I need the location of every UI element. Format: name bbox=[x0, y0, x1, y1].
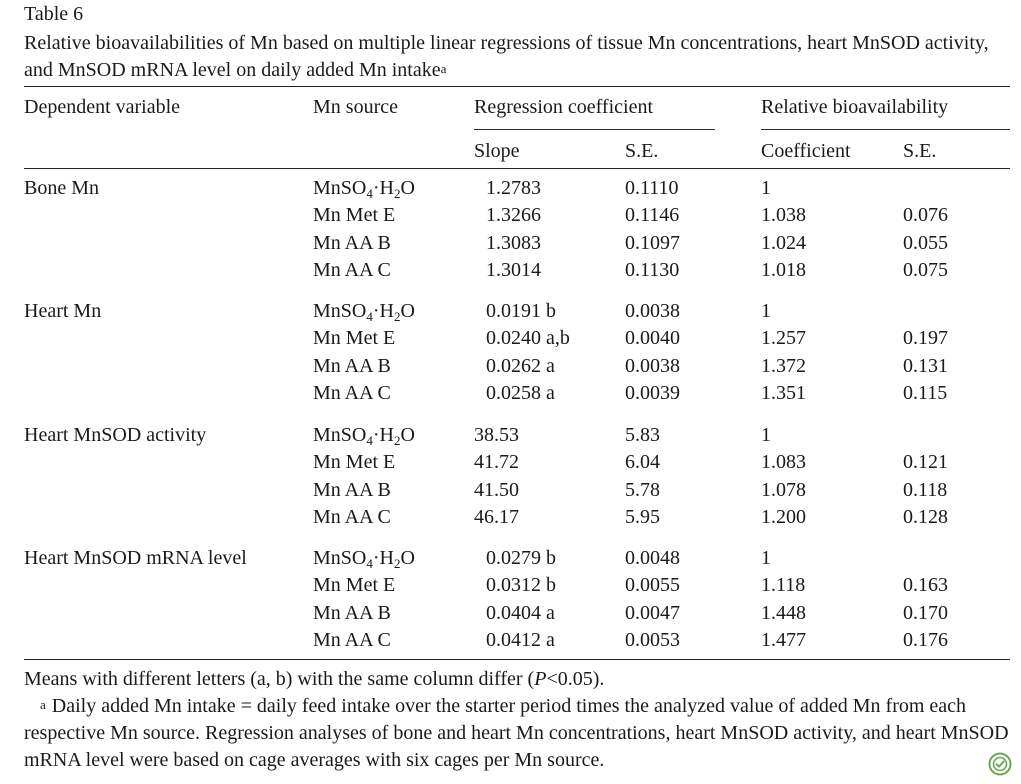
slope-cell: 0.0240 a,b bbox=[486, 327, 570, 349]
mn-source-cell: Mn AA B bbox=[313, 355, 391, 377]
slope-cell: 46.17 bbox=[474, 506, 519, 528]
se-cell: 0.0053 bbox=[625, 629, 680, 651]
header-dependent-variable: Dependent variable bbox=[24, 96, 181, 118]
header-se-bioavailability: S.E. bbox=[903, 140, 937, 162]
mn-source-cell: Mn AA C bbox=[313, 382, 391, 404]
header-se-regression: S.E. bbox=[625, 140, 659, 162]
header-coefficient: Coefficient bbox=[761, 140, 851, 162]
slope-cell: 41.50 bbox=[474, 479, 519, 501]
relative-se-cell: 0.197 bbox=[903, 327, 948, 349]
header-relative-bioavailability: Relative bioavailability bbox=[761, 96, 949, 118]
se-cell: 0.0040 bbox=[625, 327, 680, 349]
relative-se-cell: 0.115 bbox=[903, 382, 948, 404]
se-cell: 0.0039 bbox=[625, 382, 680, 404]
slope-cell: 0.0191 b bbox=[486, 300, 556, 322]
mn-source-cell: $MnSO_4\cdot H_2O$ bbox=[313, 177, 415, 201]
coefficient-cell: 1 bbox=[761, 300, 771, 322]
table-caption bbox=[24, 30, 1014, 84]
mn-source-cell: Mn AA B bbox=[313, 602, 391, 624]
se-cell: 0.1130 bbox=[625, 259, 680, 281]
regression-subrule bbox=[474, 129, 715, 130]
caption-footnote-mark: a bbox=[440, 61, 447, 76]
slope-cell: 1.2783 bbox=[486, 177, 541, 199]
coefficient-cell: 1.083 bbox=[761, 451, 806, 473]
se-cell: 6.04 bbox=[625, 451, 660, 473]
coefficient-cell: 1.257 bbox=[761, 327, 806, 349]
header-bottom-rule bbox=[24, 168, 1010, 169]
relative-se-cell: 0.121 bbox=[903, 451, 948, 473]
mn-source-cell: Mn AA B bbox=[313, 479, 391, 501]
footnote-a-mark: a bbox=[40, 697, 46, 712]
coefficient-cell: 1.372 bbox=[761, 355, 806, 377]
mn-source-cell: Mn Met E bbox=[313, 451, 396, 473]
se-cell: 0.1097 bbox=[625, 232, 680, 254]
coefficient-cell: 1.018 bbox=[761, 259, 806, 281]
mn-source-cell: Mn Met E bbox=[313, 327, 396, 349]
mn-source-cell: Mn AA C bbox=[313, 506, 391, 528]
se-cell: 0.0048 bbox=[625, 547, 680, 569]
coefficient-cell: 1.038 bbox=[761, 204, 806, 226]
header-mn-source: Mn source bbox=[313, 96, 398, 118]
mn-source-cell: Mn AA C bbox=[313, 259, 391, 281]
mn-source-cell: Mn Met E bbox=[313, 574, 396, 596]
se-cell: 0.0055 bbox=[625, 574, 680, 596]
relative-se-cell: 0.055 bbox=[903, 232, 948, 254]
coefficient-cell: 1 bbox=[761, 424, 771, 446]
coefficient-cell: 1.078 bbox=[761, 479, 806, 501]
se-cell: 0.1110 bbox=[625, 177, 679, 199]
mn-source-cell: Mn AA C bbox=[313, 629, 391, 651]
footnote-means-p: P bbox=[534, 668, 547, 690]
coefficient-cell: 1 bbox=[761, 177, 771, 199]
dependent-variable-cell: Heart Mn bbox=[24, 300, 102, 322]
footnote-a-text: Daily added Mn intake = daily feed intake over the starter period times the analyzed value of added Mn from each respective Mn source. Regression analyses of bone and heart Mn concentrations, heart MnSOD activity, and heart MnSOD mRNA level were based on cage averages with six cages per Mn source. bbox=[24, 695, 1009, 771]
top-rule bbox=[24, 86, 1010, 87]
relative-se-cell: 0.075 bbox=[903, 259, 948, 281]
slope-cell: 38.53 bbox=[474, 424, 519, 446]
slope-cell: 41.72 bbox=[474, 451, 519, 473]
se-cell: 0.1146 bbox=[625, 204, 680, 226]
slope-cell: 0.0262 a bbox=[486, 355, 555, 377]
se-cell: 5.78 bbox=[625, 479, 660, 501]
slope-cell: 1.3014 bbox=[486, 259, 541, 281]
bioavailability-subrule bbox=[761, 129, 1010, 130]
header-slope: Slope bbox=[474, 140, 520, 162]
table-label: Table 6 bbox=[24, 3, 84, 25]
footnote-means-after: <0.05). bbox=[546, 668, 605, 690]
footnote-means bbox=[24, 666, 1014, 693]
se-cell: 5.83 bbox=[625, 424, 660, 446]
mn-source-cell: Mn Met E bbox=[313, 204, 396, 226]
coefficient-cell: 1.118 bbox=[761, 574, 806, 596]
se-cell: 0.0038 bbox=[625, 355, 680, 377]
slope-cell: 0.0404 a bbox=[486, 602, 555, 624]
mn-source-cell: $MnSO_4\cdot H_2O$ bbox=[313, 300, 415, 324]
crossmark-icon[interactable] bbox=[988, 752, 1012, 776]
dependent-variable-cell: Heart MnSOD activity bbox=[24, 424, 207, 446]
dependent-variable-cell: Bone Mn bbox=[24, 177, 99, 199]
slope-cell: 1.3266 bbox=[486, 204, 541, 226]
relative-se-cell: 0.163 bbox=[903, 574, 948, 596]
coefficient-cell: 1.477 bbox=[761, 629, 806, 651]
se-cell: 5.95 bbox=[625, 506, 660, 528]
mn-source-cell: $MnSO_4\cdot H_2O$ bbox=[313, 547, 415, 571]
relative-se-cell: 0.128 bbox=[903, 506, 948, 528]
slope-cell: 1.3083 bbox=[486, 232, 541, 254]
slope-cell: 0.0412 a bbox=[486, 629, 555, 651]
relative-se-cell: 0.176 bbox=[903, 629, 948, 651]
mn-source-cell: Mn AA B bbox=[313, 232, 391, 254]
relative-se-cell: 0.131 bbox=[903, 355, 948, 377]
coefficient-cell: 1.448 bbox=[761, 602, 806, 624]
footnote-a bbox=[24, 693, 1014, 774]
mn-source-cell: $MnSO_4\cdot H_2O$ bbox=[313, 424, 415, 448]
se-cell: 0.0047 bbox=[625, 602, 680, 624]
relative-se-cell: 0.170 bbox=[903, 602, 948, 624]
coefficient-cell: 1.200 bbox=[761, 506, 806, 528]
dependent-variable-cell: Heart MnSOD mRNA level bbox=[24, 547, 247, 569]
footnote-means-before: Means with different letters (a, b) with the same column differ ( bbox=[24, 668, 535, 690]
coefficient-cell: 1 bbox=[761, 547, 771, 569]
coefficient-cell: 1.024 bbox=[761, 232, 806, 254]
caption-text: Relative bioavailabilities of Mn based on multiple linear regressions of tissue Mn concentrations, heart MnSOD activity, and MnSOD mRNA level on daily added Mn intake bbox=[24, 32, 989, 81]
slope-cell: 0.0258 a bbox=[486, 382, 555, 404]
se-cell: 0.0038 bbox=[625, 300, 680, 322]
slope-cell: 0.0312 b bbox=[486, 574, 556, 596]
bottom-rule bbox=[24, 659, 1010, 660]
relative-se-cell: 0.076 bbox=[903, 204, 948, 226]
coefficient-cell: 1.351 bbox=[761, 382, 806, 404]
slope-cell: 0.0279 b bbox=[486, 547, 556, 569]
relative-se-cell: 0.118 bbox=[903, 479, 948, 501]
header-regression-coefficient: Regression coefficient bbox=[474, 96, 654, 118]
